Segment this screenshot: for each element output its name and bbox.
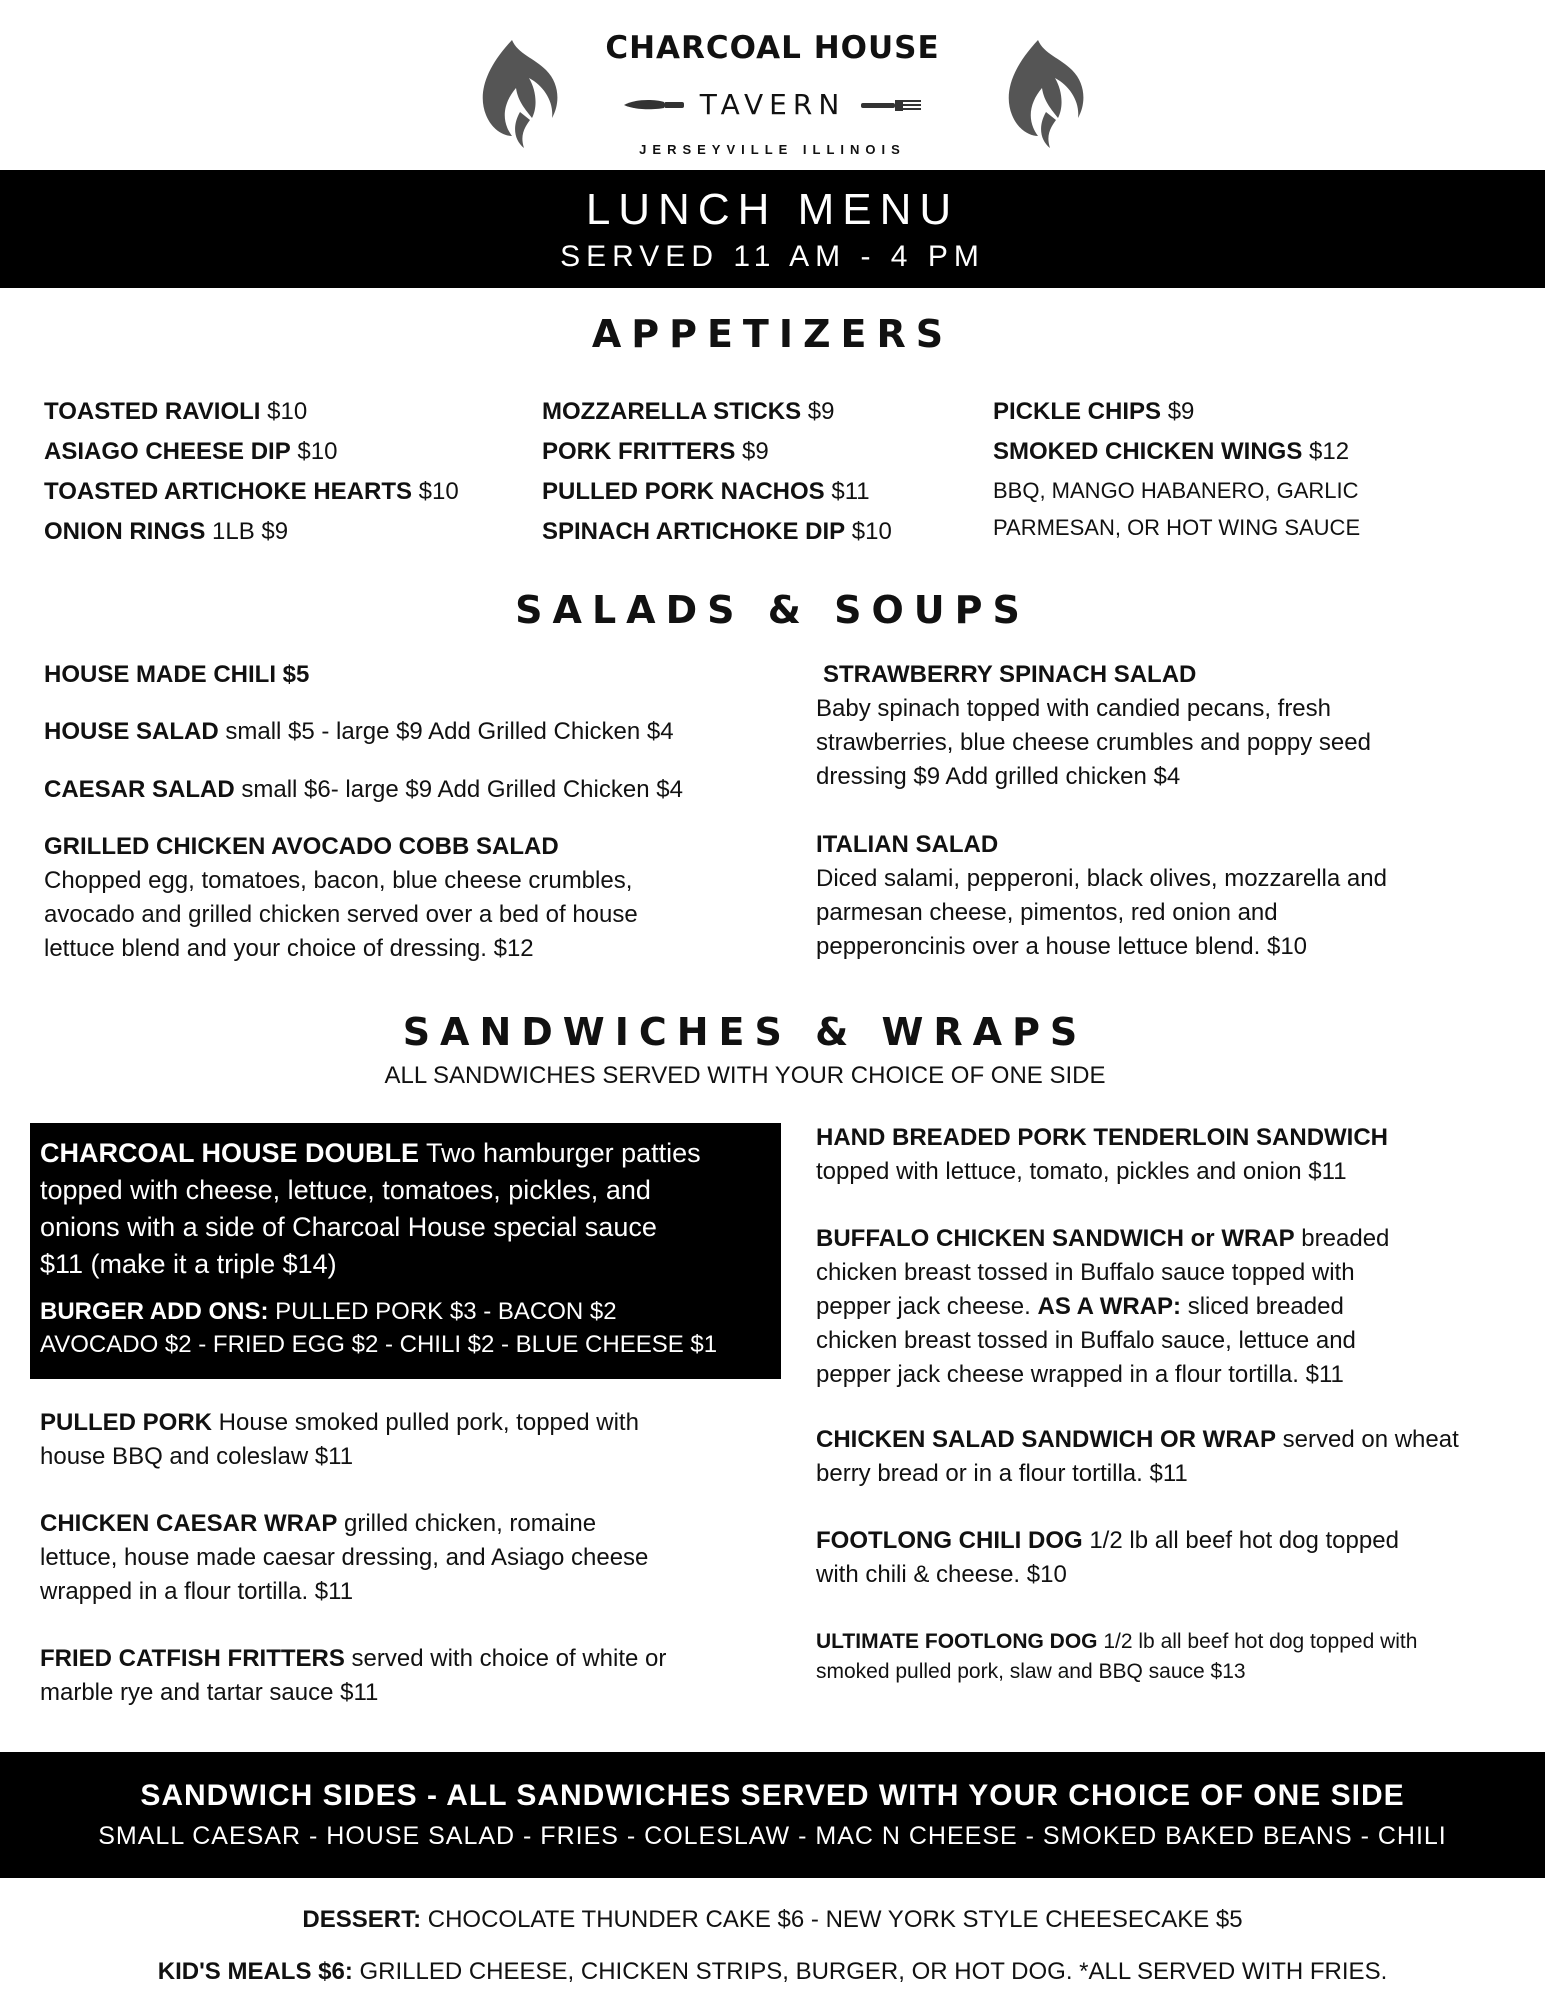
brand-location: JERSEYVILLE ILLINOIS	[639, 142, 906, 157]
salads-heading: SALADS & SOUPS	[515, 588, 1030, 632]
house-salad-item: HOUSE SALAD small $5 - large $9 Add Grilled Chicken $4	[44, 718, 674, 745]
appetizers-heading: APPETIZERS	[591, 312, 954, 356]
chicken-salad-item: CHICKEN SALAD SANDWICH OR WRAP served on wheat berry bread or in a flour tortilla. $11	[816, 1426, 1459, 1487]
sandwiches-heading: SANDWICHES & WRAPS	[402, 1010, 1088, 1054]
sides-title: SANDWICH SIDES - ALL SANDWICHES SERVED WITH YOUR CHOICE OF ONE SIDE	[140, 1779, 1405, 1812]
chili-item: HOUSE MADE CHILI $5	[44, 661, 310, 688]
burger-add-ons: BURGER ADD ONS: PULLED PORK $3 - BACON $2 AVOCADO $2 - FRIED EGG $2 - CHILI $2 - BLUE CHEESE $1	[40, 1298, 718, 1358]
sandwiches-subheading: ALL SANDWICHES SERVED WITH YOUR CHOICE OF ONE SIDE	[384, 1062, 1106, 1089]
appetizers-col-1	[44, 392, 459, 552]
menu-item: MOZZARELLA STICKS $9	[542, 398, 835, 425]
appetizers-col-3	[993, 392, 1360, 546]
menu-item: TOASTED RAVIOLI $10	[44, 398, 308, 425]
sides-banner	[0, 1752, 1545, 1878]
menu-item: SMOKED CHICKEN WINGS $12	[993, 438, 1350, 465]
banner-hours: SERVED 11 AM - 4 PM	[560, 240, 985, 273]
catfish-item: FRIED CATFISH FRITTERS served with choice of white or marble rye and tartar sauce $11	[40, 1645, 667, 1706]
sides-list: SMALL CAESAR - HOUSE SALAD - FRIES - COLESLAW - MAC N CHEESE - SMOKED BAKED BEANS - CHILI	[98, 1822, 1447, 1850]
wing-sauces-line: BBQ, MANGO HABANERO, GARLIC	[993, 478, 1359, 503]
chili-dog-item: FOOTLONG CHILI DOG 1/2 lb all beef hot dog topped with chili & cheese. $10	[816, 1527, 1399, 1588]
brand-tavern: TAVERN	[699, 88, 846, 121]
menu-item: PICKLE CHIPS $9	[993, 398, 1195, 425]
tenderloin-item: HAND BREADED PORK TENDERLOIN SANDWICH topped with lettuce, tomato, pickles and onion $11	[816, 1124, 1389, 1185]
buffalo-item: BUFFALO CHICKEN SANDWICH or WRAP breaded chicken breast tossed in Buffalo sauce topped with pepper jack cheese. AS A WRAP: sliced breaded chicken breast tossed in Buffalo sauce, lettuce and pepper jack cheese wrapped in a flour tortilla. $11	[816, 1225, 1390, 1388]
cobb-salad-item: GRILLED CHICKEN AVOCADO COBB SALAD Chopped egg, tomatoes, bacon, blue cheese crumbles, avocado and grilled chicken served over a bed of house lettuce blend and your choice of dressing. $12	[44, 833, 638, 962]
menu-item: ONION RINGS 1LB $9	[44, 518, 289, 545]
banner-title: LUNCH MENU	[585, 185, 960, 234]
italian-salad-item: ITALIAN SALAD Diced salami, pepperoni, black olives, mozzarella and parmesan cheese, pimentos, red onion and pepperoncinis over a house lettuce blend. $10	[816, 831, 1387, 960]
fork-icon	[861, 98, 921, 112]
featured-burger-box: CHARCOAL HOUSE DOUBLE Two hamburger patties topped with cheese, lettuce, tomatoes, pickles, and onions with a side of Charcoal House special sauce $11 (make it a triple $14) BURGER ADD ONS: PULLED PORK $3 - BACON $2 AVOCADO $2 - FRIED EGG $2 - CHILI $2 - BLUE CHEESE $1	[30, 1123, 781, 1379]
menu-item: PORK FRITTERS $9	[542, 438, 769, 465]
strawberry-salad-item: STRAWBERRY SPINACH SALAD Baby spinach topped with candied pecans, fresh strawberries, blue cheese crumbles and poppy seed dressing $9 Add grilled chicken $4	[816, 661, 1371, 790]
caesar-wrap-item: CHICKEN CAESAR WRAP grilled chicken, romaine lettuce, house made caesar dressing, and Asiago cheese wrapped in a flour tortilla. $11	[40, 1510, 649, 1605]
brand-name: CHARCOAL HOUSE	[605, 30, 940, 66]
pulled-pork-item: PULLED PORK House smoked pulled pork, topped with house BBQ and coleslaw $11	[40, 1409, 639, 1470]
dessert-line: DESSERT: CHOCOLATE THUNDER CAKE $6 - NEW YORK STYLE CHEESECAKE $5	[302, 1906, 1243, 1933]
menu-item: TOASTED ARTICHOKE HEARTS $10	[44, 478, 459, 505]
menu-item: SPINACH ARTICHOKE DIP $10	[542, 518, 892, 545]
lunch-banner	[0, 170, 1545, 288]
kids-meals-line: KID'S MEALS $6: GRILLED CHEESE, CHICKEN STRIPS, BURGER, OR HOT DOG. *ALL SERVED WITH FRIES.	[157, 1958, 1388, 1985]
knife-icon	[624, 98, 684, 112]
wing-sauces-line: PARMESAN, OR HOT WING SAUCE	[993, 515, 1361, 540]
ultimate-dog-item: ULTIMATE FOOTLONG DOG 1/2 lb all beef hot dog topped with smoked pulled pork, slaw and BBQ sauce $13	[816, 1630, 1418, 1683]
menu-item: PULLED PORK NACHOS $11	[542, 478, 870, 505]
caesar-salad-item: CAESAR SALAD small $6- large $9 Add Grilled Chicken $4	[44, 776, 683, 803]
menu-item: ASIAGO CHEESE DIP $10	[44, 438, 338, 465]
appetizers-col-2	[542, 392, 892, 552]
brand-tavern-row	[0, 88, 1545, 121]
